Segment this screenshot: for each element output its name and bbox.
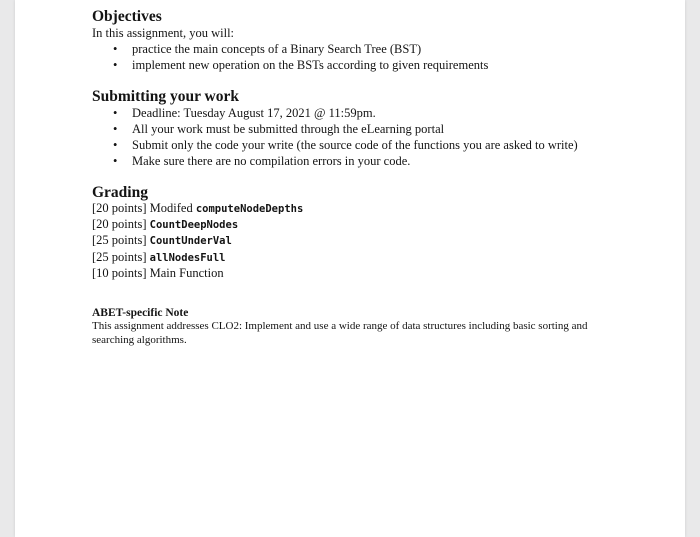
grading-points: [10 points] <box>92 265 147 280</box>
submitting-section <box>92 88 578 169</box>
grading-function-name: allNodesFull <box>149 251 226 264</box>
bullet-icon: • <box>113 106 118 120</box>
grading-heading: Grading <box>92 184 148 201</box>
list-item-text: Deadline: Tuesday August 17, 2021 @ 11:59pm. <box>132 106 376 120</box>
list-item <box>112 137 578 153</box>
document-page <box>15 0 685 537</box>
grading-points: [25 points] <box>92 249 147 264</box>
list-item <box>112 41 488 57</box>
objectives-intro: In this assignment, you will: <box>92 26 235 40</box>
grading-item <box>92 217 303 233</box>
grading-function-name: CountDeepNodes <box>149 219 239 232</box>
bullet-icon: • <box>113 138 118 152</box>
grading-function-name: CountUnderVal <box>149 235 232 248</box>
grading-points: [25 points] <box>92 233 147 248</box>
list-item <box>112 57 488 73</box>
grading-item <box>92 233 303 249</box>
grading-section <box>92 184 303 281</box>
list-item-text: practice the main concepts of a Binary Search Tree (BST) <box>132 42 422 56</box>
grading-item <box>92 250 303 266</box>
submitting-list <box>92 105 578 169</box>
grading-points: [20 points] <box>92 217 147 232</box>
grading-item <box>92 201 303 217</box>
list-item-text: Submit only the code your write (the source code of the functions you are asked to write) <box>132 138 578 152</box>
grading-function-name: computeNodeDepths <box>195 203 304 215</box>
abet-section <box>92 306 632 347</box>
submitting-heading: Submitting your work <box>92 88 239 105</box>
grading-label: Modifed <box>149 201 193 215</box>
objectives-heading: Objectives <box>92 8 162 25</box>
abet-text: This assignment addresses CLO2: Implement and use a wide range of data structures including basic sorting and searching algorithms. <box>92 320 588 346</box>
bullet-icon: • <box>113 154 118 168</box>
list-item-text: Make sure there are no compilation errors in your code. <box>132 154 411 168</box>
list-item-text: All your work must be submitted through the eLearning portal <box>132 122 445 136</box>
grading-label: Main Function <box>149 265 224 280</box>
bullet-icon: • <box>113 122 118 136</box>
list-item-text: implement new operation on the BSTs according to given requirements <box>132 58 489 72</box>
list-item <box>112 153 578 169</box>
objectives-list <box>92 41 488 73</box>
bullet-icon: • <box>113 42 118 56</box>
abet-heading: ABET-specific Note <box>92 307 189 319</box>
bullet-icon: • <box>113 58 118 72</box>
list-item <box>112 121 578 137</box>
grading-points: [20 points] <box>92 201 147 215</box>
grading-item <box>92 266 303 281</box>
objectives-section <box>92 8 488 73</box>
list-item <box>112 105 578 121</box>
